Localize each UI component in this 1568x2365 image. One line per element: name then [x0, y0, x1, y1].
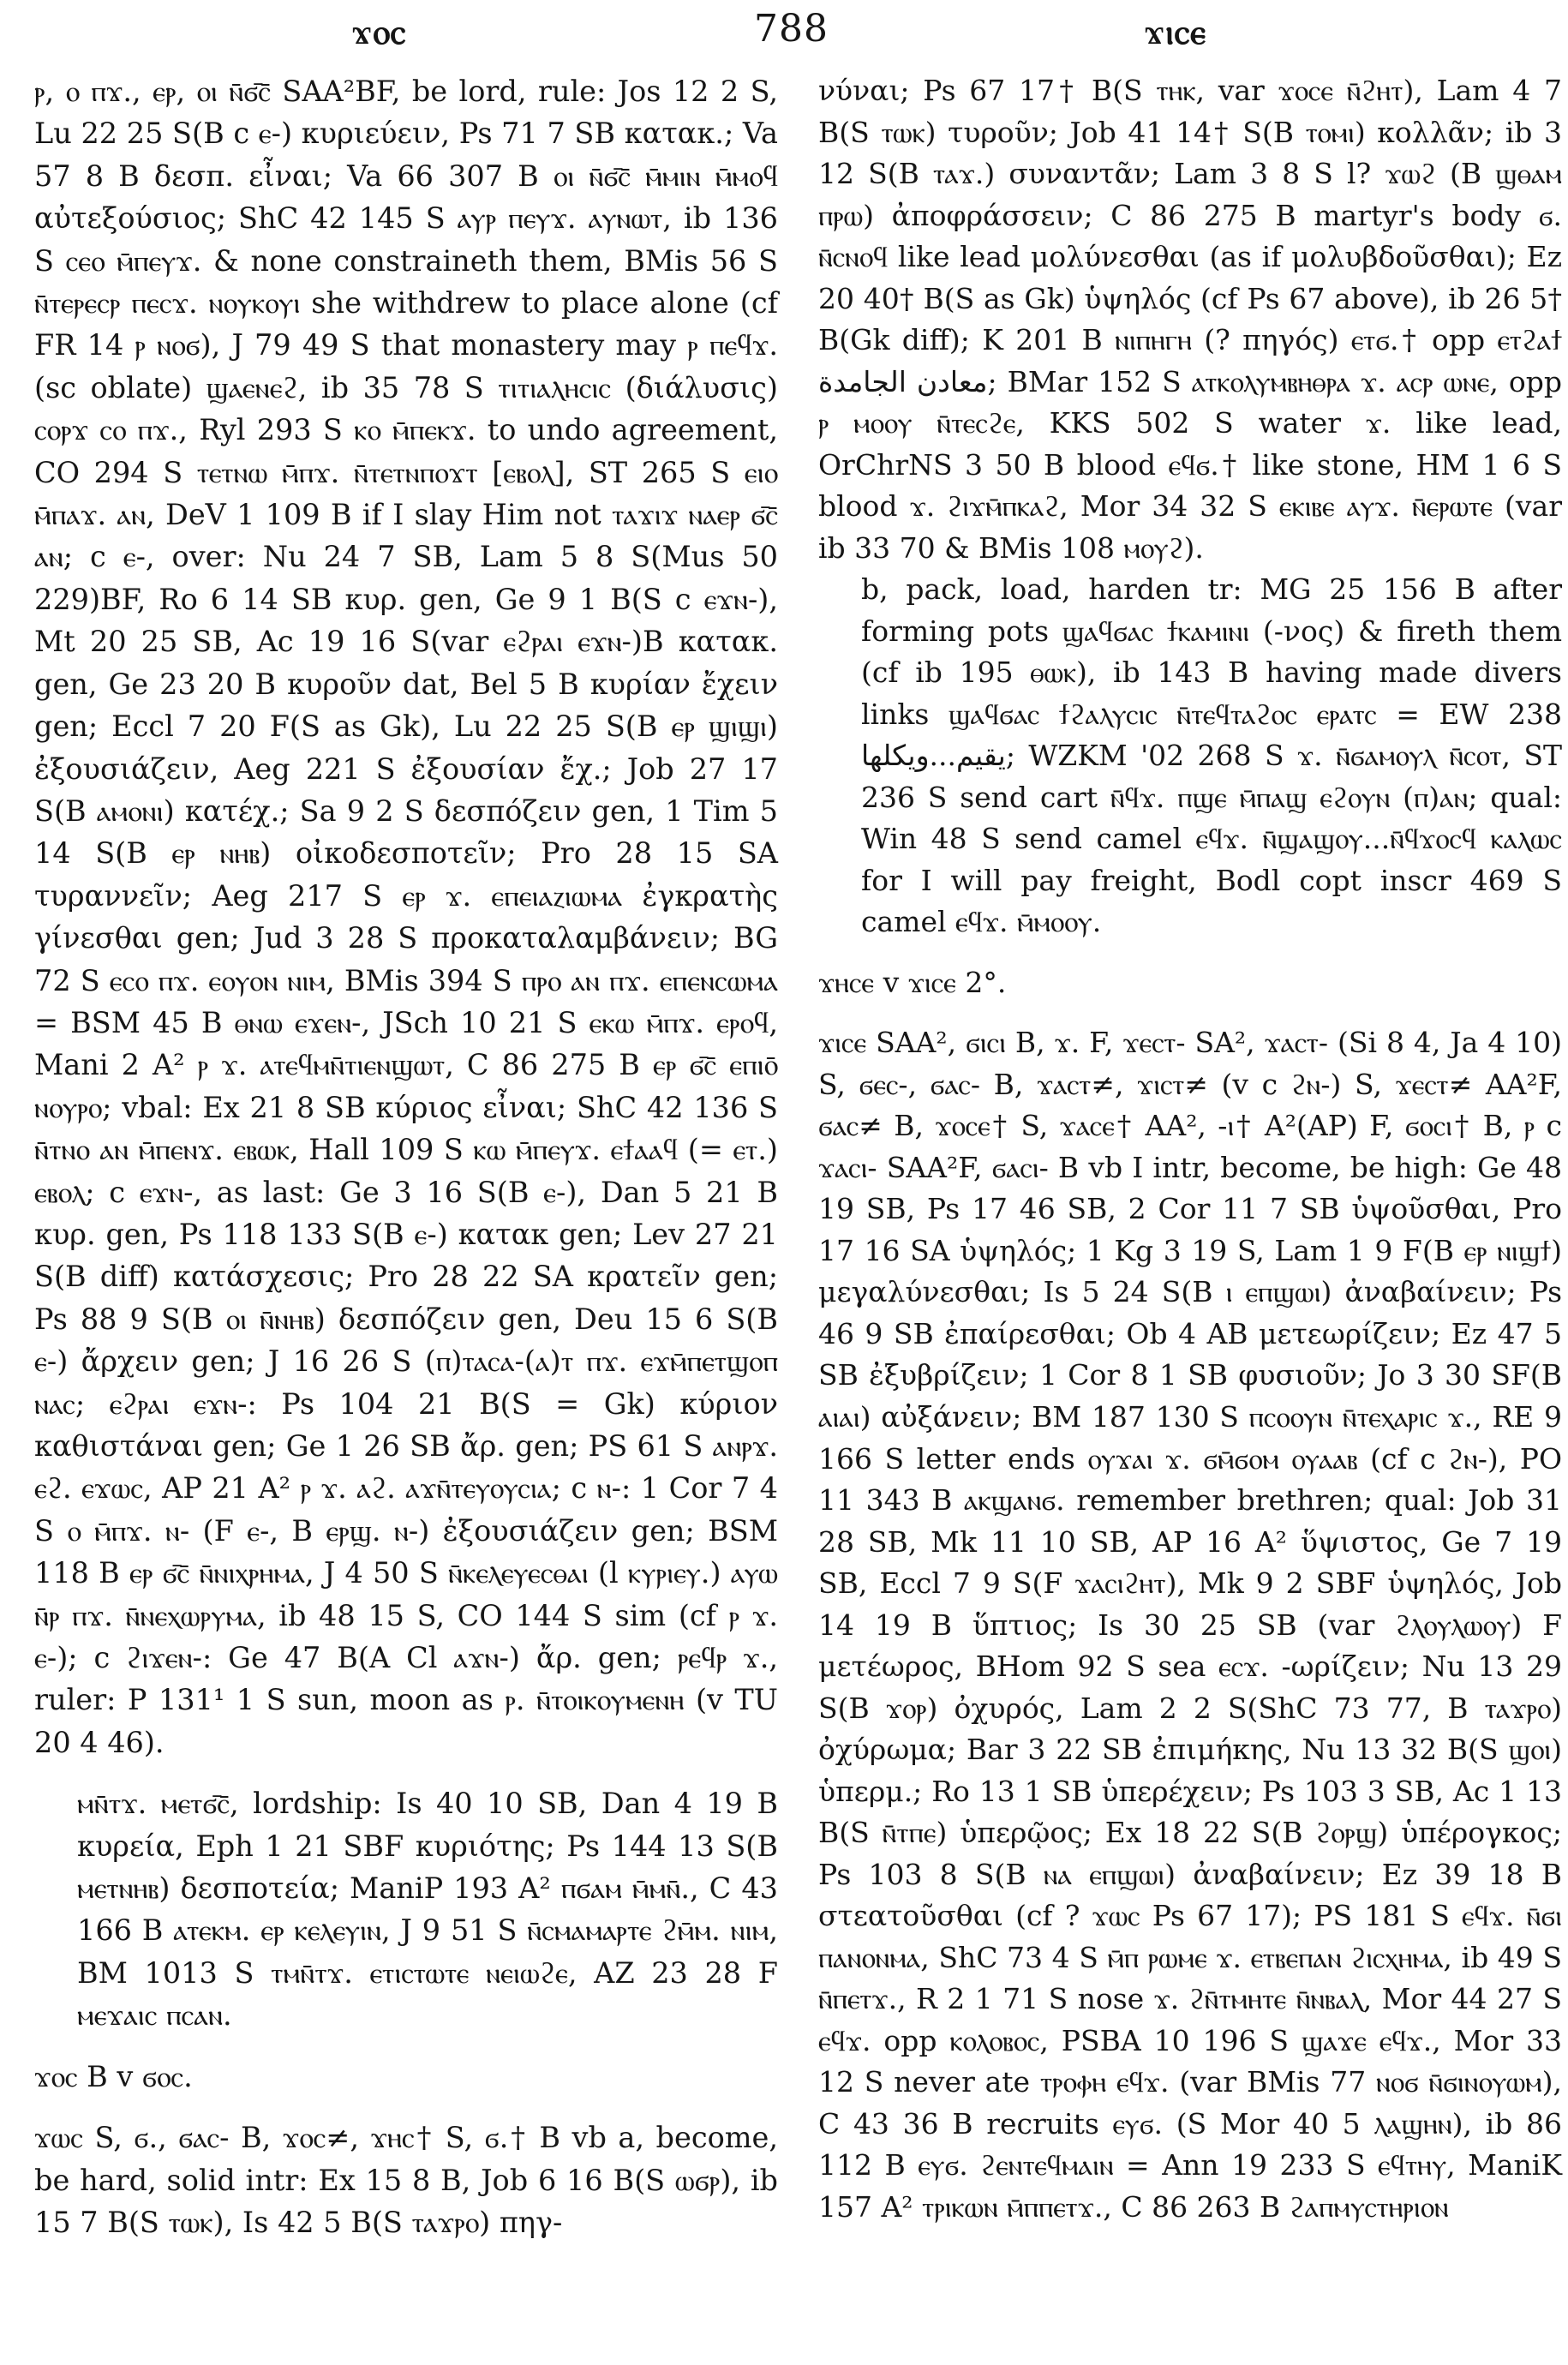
entry-paragraph: ϫⲏⲥⲉ v ϫⲓⲥⲉ 2°. — [818, 965, 1007, 999]
entry-paragraph: ϫⲓⲥⲉ SAA², ϭⲓⲥⲓ B, ϫ. F, ϫⲉⲥⲧ- SA², ϫⲁⲥⲧ- (Si 8 4, Ja 4 10) S, ϭⲉⲥ-, ϭⲁⲥ- B, ϫⲁⲥⲧ≠, ϫⲓⲥⲧ≠ (v c ϩⲛ-) S, ϫⲉⲥⲧ≠ AA²F, ϭⲁⲥ≠ B, ϫⲟⲥⲉ† S, ϫⲁⲥⲉ† AA², -ⲓ† A²(AP) F, ϭⲟⲥⲓ† B, ⲣ c ϫⲁⲥⲓ- SAA²F, ϭⲁⲥⲓ- B vb I intr, become, be high: Ge 48 19 SB, Ps 17 46 SB, 2 Cor 11 7 SB ὑψοῦσθαι, Pro 17 16 SA ὑψηλός; 1 Kg 3 19 S, Lam 1 9 F(B ⲉⲣ ⲛⲓϣϯ) μεγαλύνεσθαι; Is 5 24 S(B ⲓ ⲉⲡϣⲱⲓ) ἀναβαίνειν; Ps 46 9 SB ἐπαίρεσθαι; Ob 4 AB μετεωρίζειν; Ez 47 5 SB ἐξυβρίζειν; 1 Cor 8 1 SB φυσιοῦν; Jo 3 30 SF(B ⲁⲓⲁⲓ) αὐξάνειν; BM 187 130 S ⲡⲥⲟⲟⲩⲛ ⲛ̄ⲧⲉⲭⲁⲣⲓⲥ ϫ., RE 9 166 S letter ends ⲟⲩϫⲁⲓ ϫ. ϭⲙ̄ϭⲟⲙ ⲟⲩⲁⲁⲃ (cf c ϩⲛ-), PO 11 343 B ⲁⲕϣⲁⲛϭ. remember brethren; qual: Job 31 28 SB, Mk 11 10 SB, AP 16 A² ὕψιστος, Ge 7 19 SB, Eccl 7 9 S(F ϫⲁⲥⲓϩⲏⲧ), Mk 9 2 SBF ὑψηλός, Job 14 19 B ὕπτιος; Is 30 25 SB (var ϩⲗⲟⲩⲗⲱⲟⲩ) F μετέωρος, BHom 92 S sea ⲉⲥϫ. -ωρίζειν; Nu 13 29 S(B ϫⲟⲣ) ὀχυρός, Lam 2 2 S(ShC 73 77, B ⲧⲁϫⲣⲟ) ὀχύρωμα; Bar 3 22 SB ἐπιμήκης, Nu 13 32 B(S ϣⲟⲓ) ὑπερμ.; Ro 13 1 SB ὑπερέχειν; Ps 103 3 SB, Ac 1 13 B(S ⲛ̄ⲧⲡⲉ) ὑπερῷος; Ex 18 22 S(B ϩⲟⲣϣ) ὑπέρογκος; Ps 103 8 S(B ⲛⲁ ⲉⲡϣⲱⲓ) ἀναβαίνειν; Ez 39 18 B στεατοῦσθαι (cf ? ϫⲱⲥ Ps 67 17); PS 181 S ⲉϥϫ. ⲛ̄ϭⲓ ⲡⲁⲛⲟⲛⲙⲁ, ShC 73 4 S ⲙ̄ⲡ ⲣⲱⲙⲉ ϫ. ⲉⲧⲃⲉⲡⲁⲛ ϩⲓⲥⲭⲏⲙⲁ, ib 49 S ⲛ̄ⲡⲉⲧϫ., R 2 1 71 S nose ϫ. ϩⲛ̄ⲧⲙⲏⲧⲉ ⲛ̄ⲛⲃⲁⲗ, Mor 44 27 S ⲉϥϫ. opp ⲕⲟⲗⲟⲃⲟⲥ, PSBA 10 196 S ϣⲁϫⲉ ⲉϥϫ., Mor 33 12 S never ate ⲧⲣⲟⲫⲏ ⲉϥϫ. (var BMis 77 ⲛⲟϭ ⲛ̄ϭⲓⲛⲟⲩⲱⲙ), C 43 36 B recruits ⲉⲩϭ. (S Mor 40 5 ⲗⲁϣⲏⲛ), ib 86 112 B ⲉⲩϭ. ϩⲉⲛⲧⲉϥⲙⲁⲓⲛ = Ann 19 233 S ⲉϥⲧⲏⲩ, ManiK 157 A² ⲧⲣⲓⲕⲱⲛ ⲙ̄ⲡⲡⲉⲧϫ., C 86 263 B ϩⲁⲡⲙⲩⲥⲧⲏⲣⲓⲟⲛ — [818, 1026, 1562, 2224]
entry-paragraph: b, pack, load, harden tr: MG 25 156 B after forming pots ϣⲁϥϭⲁⲥ ϯⲕⲁⲙⲓⲛⲓ (-νος) & fireth them (cf ib 195 ⲑⲱⲕ), ib 143 B having made divers links ϣⲁϥϭⲁⲥ ϯϩⲁⲗⲩⲥⲓⲥ ⲛ̄ⲧⲉϥⲧⲁϩⲟⲥ ⲉⲣⲁⲧⲥ = EW 238 يقيم...ويكلها; WZKM '02 268 S ϫ. ⲛ̄ϭⲁⲙⲟⲩⲗ ⲛ̄ⲥⲟⲧ, ST 236 S send cart ⲛ̄ϥϫ. ⲡϣⲉ ⲙ̄ⲡⲁϣ ⲉϩⲟⲩⲛ (ⲡ)ⲁⲛ; qual: Win 48 S send camel ⲉϥϫ. ⲛ̄ϣⲁϣⲟⲩ...ⲛ̄ϥϫⲟⲥϥ ⲕⲁⲗⲱⲥ for I will pay freight, Bodl copt inscr 469 S camel ⲉϥϫ. ⲙ̄ⲙⲟⲟⲩ. — [861, 572, 1562, 939]
entry-paragraph: ⲣ, ⲟ ⲡϫ., ⲉⲣ, ⲟⲓ ⲛ̄ϭ̄ⲥ̄ SAA²BF, be lord, rule: Jos 12 2 S, Lu 22 25 S(B c ⲉ-) κυριεύειν, Ps 71 7 SB κατακ.; Va 57 8 B δεσπ. εἶναι; Va 66 307 B ⲟⲓ ⲛ̄ϭ̄ⲥ̄ ⲙ̄ⲙⲓⲛ ⲙ̄ⲙⲟϥ αὐτεξούσιος; ShC 42 145 S ⲁⲩⲣ ⲡⲉⲩϫ. ⲁⲩⲛⲱⲧ, ib 136 S ⲥⲉⲟ ⲙ̄ⲡⲉⲩϫ. & none constraineth them, BMis 56 S ⲛ̄ⲧⲉⲣⲉⲥⲣ ⲡⲉⲥϫ. ⲛⲟⲩⲕⲟⲩⲓ she withdrew to place alone (cf FR 14 ⲣ ⲛⲟϭ), J 79 49 S that monastery may ⲣ ⲡⲉϥϫ. (sc oblate) ϣⲁⲉⲛⲉϩ, ib 35 78 S ⲧⲓⲧⲓⲁⲗⲏⲥⲓⲥ (διάλυσις) ⲥⲟⲣϫ ⲥⲟ ⲡϫ., Ryl 293 S ⲕⲟ ⲙ̄ⲡⲉⲕϫ. to undo agreement, CO 294 S ⲧⲉⲧⲛⲱ ⲙ̄ⲡϫ. ⲛ̄ⲧⲉⲧⲛⲡⲟϫⲧ [ⲉⲃⲟⲗ], ST 265 S ⲉⲓⲟ ⲙ̄ⲡⲁϫ. ⲁⲛ, DeV 1 109 B if I slay Him not ⲧⲁϫⲓϫ ⲛⲁⲉⲣ ϭ̄ⲥ̄ ⲁⲛ; c ⲉ-, over: Nu 24 7 SB, Lam 5 8 S(Mus 50 229)BF, Ro 6 14 SB κυρ. gen, Ge 9 1 B(S c ⲉϫⲛ-), Mt 20 25 SB, Ac 19 16 S(var ⲉϩⲣⲁⲓ ⲉϫⲛ-)B κατακ. gen, Ge 23 20 B κυροῦν dat, Bel 5 B κυρίαν ἔχειν gen; Eccl 7 20 F(S as Gk), Lu 22 25 S(B ⲉⲣ ϣⲓϣⲓ) ἐξουσιάζειν, Aeg 221 S ἐξουσίαν ἔχ.; Job 27 17 S(B ⲁⲙⲟⲛⲓ) κατέχ.; Sa 9 2 S δεσπόζειν gen, 1 Tim 5 14 S(B ⲉⲣ ⲛⲏⲃ) οἰκοδεσποτεῖν; Pro 28 15 SA τυραννεῖν; Aeg 217 S ⲉⲣ ϫ. ⲉⲡⲉⲓⲁⲍⲓⲱⲙⲁ ἐγκρατὴς γίνεσθαι gen; Jud 3 28 S προκαταλαμβάνειν; BG 72 S ⲉⲥⲟ ⲡϫ. ⲉⲟⲩⲟⲛ ⲛⲓⲙ, BMis 394 S ⲡⲣⲟ ⲁⲛ ⲡϫ. ⲉⲡⲉⲛⲥⲱⲙⲁ = BSM 45 B ⲑⲛⲱ ⲉϫⲉⲛ-, JSch 10 21 S ⲉⲕⲱ ⲙ̄ⲡϫ. ⲉⲣⲟϥ, Mani 2 A² ⲣ ϫ. ⲁⲧⲉϥⲙⲛ̄ⲧⲓⲉⲛϣⲱⲧ, C 86 275 B ⲉⲣ ϭ̄ⲥ̄ ⲉⲡⲓⲟ̄ ⲛⲟⲩⲣⲟ; vbal: Ex 21 8 SB κύριος εἶναι; ShC 42 136 S ⲛ̄ⲧⲛⲟ ⲁⲛ ⲙ̄ⲡⲉⲛϫ. ⲉⲃⲱⲕ, Hall 109 S ⲕⲱ ⲙ̄ⲡⲉⲩϫ. ⲉϯⲁⲁϥ (= ⲉⲧ.) ⲉⲃⲟⲗ; c ⲉϫⲛ-, as last: Ge 3 16 S(B ⲉ-), Dan 5 21 B κυρ. gen, Ps 118 133 S(B ⲉ-) κατακ gen; Lev 27 21 S(B diff) κατάσχεσις; Pro 28 22 SA κρατεῖν gen; Ps 88 9 S(B ⲟⲓ ⲛ̄ⲛⲏⲃ) δεσπόζειν gen, Deu 15 6 S(B ⲉ-) ἄρχειν gen; J 16 26 S (ⲡ)ⲧⲁⲥⲁ-(ⲁ)ⲧ ⲡϫ. ⲉϫⲙ̄ⲡⲉⲧϣⲟⲡ ⲛⲁⲥ; ⲉϩⲣⲁⲓ ⲉϫⲛ-: Ps 104 21 B(S = Gk) κύριον καθιστάναι gen; Ge 1 26 SB ἄρ. gen; PS 61 S ⲁⲛⲣϫ. ⲉϩ. ⲉϫⲱⲥ, AP 21 A² ⲣ ϫ. ⲁϩ. ⲁϫⲛ̄ⲧⲉⲩⲟⲩⲥⲓⲁ; c ⲛ-: 1 Cor 7 4 S ⲟ ⲙ̄ⲡϫ. ⲛ- (F ⲉ-, B ⲉⲣϣ. ⲛ-) ἐξουσιάζειν gen; BSM 118 B ⲉⲣ ϭ̄ⲥ̄ ⲛ̄ⲛⲓⲭⲣⲏⲙⲁ, J 4 50 S ⲛ̄ⲕⲉⲗⲉⲩⲉⲥⲑⲁⲓ (l ⲕⲩⲣⲓⲉⲩ.) ⲁⲩⲱ ⲛ̄ⲣ ⲡϫ. ⲛ̄ⲛⲉⲭⲱⲣⲩⲙⲁ, ib 48 15 S, CO 144 S sim (cf ⲣ ϫ. ⲉ-); c ϩⲓϫⲉⲛ-: Ge 47 B(A Cl ⲁϫⲛ-) ἄρ. gen; ⲣⲉϥⲣ ϫ., ruler: P 131¹ 1 S sun, moon as ⲣ. ⲛ̄ⲧⲟⲓⲕⲟⲩⲙⲉⲛⲏ (v TU 20 4 46). — [34, 75, 778, 1759]
right-column — [818, 70, 1562, 2228]
entry-paragraph: ϫⲟⲥ B v ϭⲟⲥ. — [34, 2059, 193, 2093]
page-header — [0, 5, 1568, 65]
entry-paragraph: ⲙⲛ̄ⲧϫ. ⲙⲉⲧϭ̄ⲥ̄, lordship: Is 40 10 SB, Dan 4 19 B κυρεία, Eph 1 21 SBF κυριότης; Ps 144 13 S(B ⲙⲉⲧⲛⲏⲃ) δεσποτεία; ManiP 193 A² ⲡϭⲁⲙ ⲙ̄ⲙⲛ̄., C 43 166 B ⲁⲧⲉⲕⲙ. ⲉⲣ ⲕⲉⲗⲉⲩⲓⲛ, J 9 51 S ⲛ̄ⲥⲙⲁⲙⲁⲣⲧⲉ ϩⲙ̄ⲙ. ⲛⲓⲙ, BM 1013 S ⲧⲙⲛ̄ⲧϫ. ⲉⲧⲓⲥⲧⲱⲧⲉ ⲛⲉⲓⲱϩⲉ, AZ 23 28 F ⲙⲉϫⲁⲓⲥ ⲡⲥⲁⲛ. — [77, 1787, 778, 2033]
left-running-headword: ϫⲟⲥ — [351, 12, 407, 52]
left-column — [34, 70, 778, 2243]
page-number: 788 — [754, 7, 829, 51]
right-running-headword: ϫⲓⲥⲉ — [1144, 12, 1207, 52]
entry-paragraph: ϫⲱⲥ S, ϭ., ϭⲁⲥ- B, ϫⲟⲥ≠, ϫⲏⲥ† S, ϭ.† B vb a, become, be hard, solid intr: Ex 15 8 B, Job 6 16 B(S ⲱϭⲣ), ib 15 7 B(S ⲧⲱⲕ), Is 42 5 B(S ⲧⲁϫⲣⲟ) πηγ- — [34, 2121, 778, 2239]
entry-paragraph: νύναι; Ps 67 17† B(S ⲧⲏⲕ, var ϫⲟⲥⲉ ⲛ̄ϩⲏⲧ), Lam 4 7 B(S ⲧⲱⲕ) τυροῦν; Job 41 14† S(B ⲧⲟⲙⲓ) κολλᾶν; ib 3 12 S(B ⲧⲁϫ.) συναντᾶν; Lam 3 8 S l? ϫⲱϩ (B ϣⲑⲁⲙ ⲡⲣⲱ) ἀποφράσσειν; C 86 275 B martyr's body ϭ. ⲛ̄ⲥⲛⲟϥ like lead μολύνεσθαι (as if μολυβδοῦσθαι); Ez 20 40† B(S as Gk) ὑψηλός (cf Ps 67 above), ib 26 5† B(Gk diff); K 201 B ⲛⲓⲡⲏⲅⲏ (? πηγός) ⲉⲧϭ.† opp ⲉⲧϩⲁϯ معادن الجامدة; BMar 152 S ⲁⲧⲕⲟⲗⲩⲙⲃⲏⲑⲣⲁ ϫ. ⲁⲥⲣ ⲱⲛⲉ, opp ⲣ ⲙⲟⲟⲩ ⲛ̄ⲧⲉⲥϩⲉ, KKS 502 S water ϫ. like lead, OrChrNS 3 50 B blood ⲉϥϭ.† like stone, HM 1 6 S blood ϫ. ϩⲓϫⲙ̄ⲡⲕⲁϩ, Mor 34 32 S ⲉⲕⲓⲃⲉ ⲁⲩϫ. ⲛ̄ⲉⲣⲱⲧⲉ (var ib 33 70 & BMis 108 ⲙⲟⲩϩ). — [818, 74, 1562, 565]
